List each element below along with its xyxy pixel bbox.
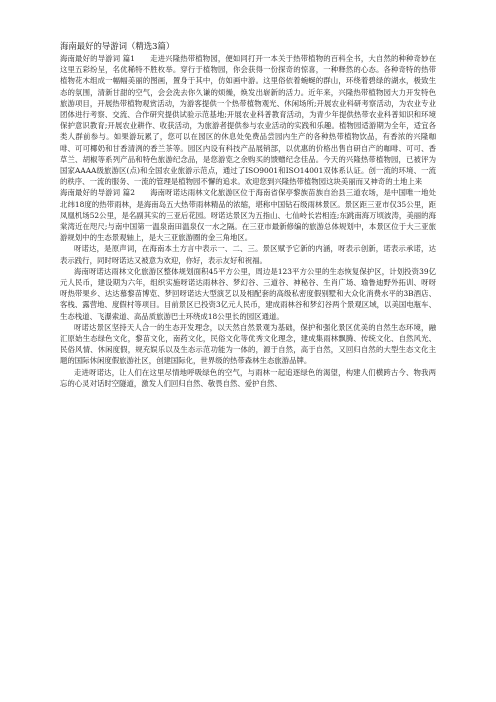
paragraph-6: 走进呀诺达，让人们在这里尽情地呼吸绿色的空气，与雨林一起追逐绿色的渴望，构建人们横跨古今、物我两忘的心灵对话时空隧道，激发人们回归自然、敬畏自然、爱护自然、 xyxy=(60,367,436,388)
paragraph-4: 海南呀诺达雨林文化旅游区整体规划面积45平方公里，周边是123平方公里的生态恢复保护区，计划投资39亿元人民币，建设期为六年，组织实施呀诺达雨林谷、梦幻谷、三道谷、神秘谷、生肖广场、瑜鲁迪野外拓训、呀呀呀热带果乡、达达慕黎苗博览、梦回呀诺达大型演艺以及相配套的高级私密度假别墅和大众化消费水平的3B酒店、客栈、露营地、度假村等项目。目前景区已投资3亿元人民币，建成雨林谷和梦幻谷两个景观区域，以美国电瓶车、生态栈道、飞瀑索道、高品质旅游巴士环绕成18公里长的园区通道。 xyxy=(60,266,436,321)
paragraph-2: 海南最好的导游词 篇2 海南呀诺达雨林文化旅游区位于海南省保亭黎族苗族自治县三道农场，是中国唯一地处北纬18度的热带雨林，是海南岛五大热带雨林精品的浓缩，堪称中国钻石级雨林景区。景区距三亚市仅35公里，距凤凰机场52公里，是名副其实的三亚后花园。呀诺达景区为五指山、七仙岭长岩相连;东跳南海万顷波涛，美丽的海棠湾近在咫尺;与南中国第一温泉南田温泉仅一水之隔。在三亚市最新修编的旅游总体规划中，本景区位于大三亚旅游规划中的生态景观轴上，是大三亚旅游圈的金三角地区。 xyxy=(60,188,436,243)
paragraph-3: 呀诺达，是原声词，在海南本土方言中表示一、二、三。景区赋予它新的内涵，呀表示创新，诺表示承诺，达表示践行，同时呀诺达又被意为欢迎，你好，表示友好和祝福。 xyxy=(60,244,436,265)
paragraph-1: 海南最好的导游词 篇1 走进兴隆热带植物园，便如同打开一本关于热带植物的百科全书，大自然的种种奇妙在这里五彩纷呈，名优稀特不胜枚举。穿行于植物园，你会获得一份探奇的惊喜，一种释然的心态。各种奇特的热带植物花木组成一幅幅美丽的图画，置身于其中，仿如画中游。这里俗依着蜿蜒的群山，环绕着碧绿的湖水，极致生态的氛围，清新甘甜的空气，会会洗去你久谦的烦燥，焕发出崭新的活力。近年来，兴隆热带植物园大力开发特色旅游项目，开展热带植物观赏活动，为游客提供一个热带植物观光、休闲场所;开展农业科研考察活动，为农业专业团体进行考察、交流、合作研究提供试验示范基地;开展农业科普教育活动，为青少年提供热带农业科普知识和环境保护意识教育;开展农业耕作、收获活动，为旅游者提供参与农业活动的实践和乐趣。植物园适游期为全年，适宜各类人群前参与。如果游玩累了，您可以在园区的休息处免费品尝园内生产的各种热带植物饮品，有香浓的兴隆咖啡、可可椰奶和甘香清洌的香兰茶等。园区内设有科技产品展销部，以优惠的价格出售自研自产的咖啡、可可、香草兰、胡椒等系列产品和特色旅游纪念品，是您游览之余购买的馈赠纪念佳品。今天的兴隆热带植物园，已被评为国家AAAA级旅游区(点)和全国农业旅游示范点，通过了ISO9001和ISO14001双体系认证。创一流的环境、一流的秩序、一流的服务、一流的管理是植物园不懈的追求。欢迎您到兴隆热带植物园这块美丽而又神奇的土地上来 xyxy=(60,54,436,187)
paragraph-5: 呀诺达景区坚持天人合一的生态开发理念，以天然自然景观为基础，保护和强化景区优美的自然生态环境，融汇原始生态绿色文化，黎苗文化，南药文化，民俗文化等优秀文化理念，建成集雨林飘腾、传统文化、自然风光、民俗风情、休闲度假，规充娱乐以及生态示范功能为一体的，源于自然，高于自然，又回归自然的大型生态文化主题的国际休闲度假旅游社区，创建国际化，世界级的热带森林生态旅游品牌。 xyxy=(60,322,436,366)
document-title: 海南最好的导游词（精选3篇） xyxy=(60,41,175,51)
